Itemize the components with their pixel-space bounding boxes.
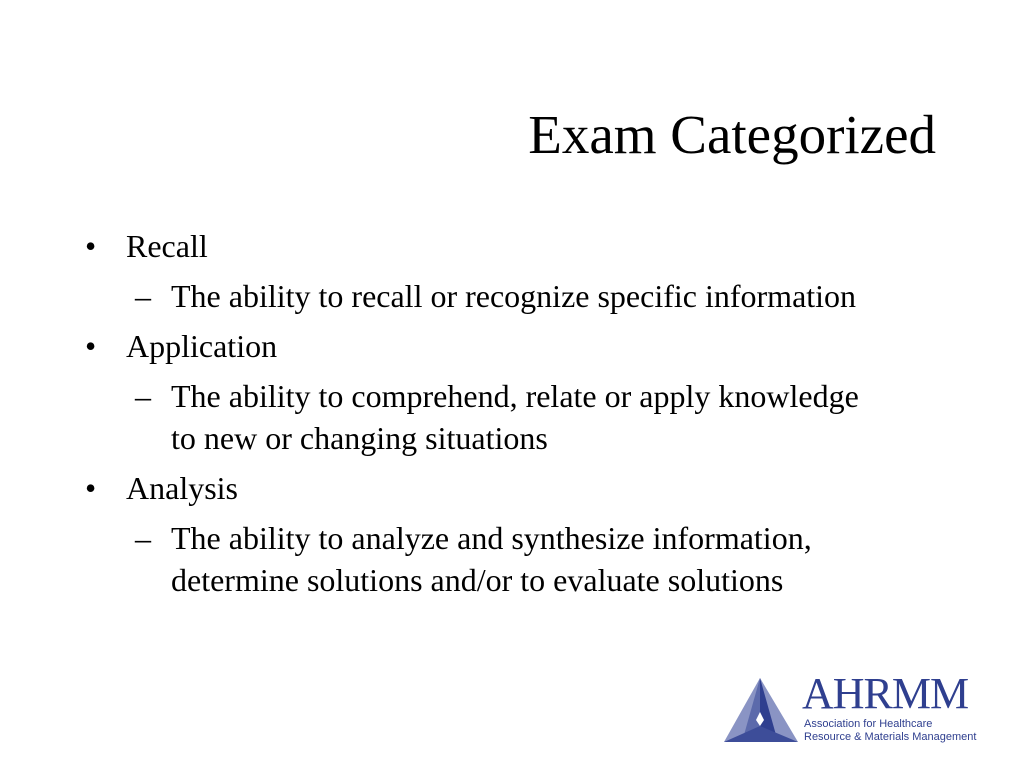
bullet-label: Recall xyxy=(126,228,208,264)
logo-name: AHRMM xyxy=(802,669,969,718)
sub-item-text: The ability to recall or recognize specific information xyxy=(171,278,857,314)
bullet-marker: • xyxy=(85,228,97,264)
bullet-label: Analysis xyxy=(126,470,238,506)
logo-mark-icon xyxy=(722,676,800,746)
dash-marker: – xyxy=(135,278,151,314)
dash-marker: – xyxy=(135,520,151,556)
sub-item-recall xyxy=(135,275,865,317)
slide-title: Exam Categorized xyxy=(528,104,936,165)
sub-item-text: The ability to analyze and synthesize information, determine solutions and/or to evaluate solutions xyxy=(171,520,812,598)
logo-tagline xyxy=(804,718,976,744)
sub-item-text: The ability to comprehend, relate or apply knowledge to new or changing situations xyxy=(171,378,859,456)
bullet-item-recall xyxy=(85,225,865,267)
sub-item-analysis xyxy=(135,517,865,601)
bullet-label: Application xyxy=(126,328,278,364)
bullet-list xyxy=(85,225,865,609)
ahrmm-logo xyxy=(722,669,984,746)
dash-marker: – xyxy=(135,378,151,414)
bullet-item-application xyxy=(85,325,865,367)
logo-tagline-line2: Resource & Materials Management xyxy=(804,731,977,743)
sub-item-application xyxy=(135,375,865,459)
bullet-marker: • xyxy=(85,328,97,364)
bullet-marker: • xyxy=(85,470,97,506)
logo-tagline-line1: Association for Healthcare xyxy=(804,718,933,730)
bullet-item-analysis xyxy=(85,467,865,509)
